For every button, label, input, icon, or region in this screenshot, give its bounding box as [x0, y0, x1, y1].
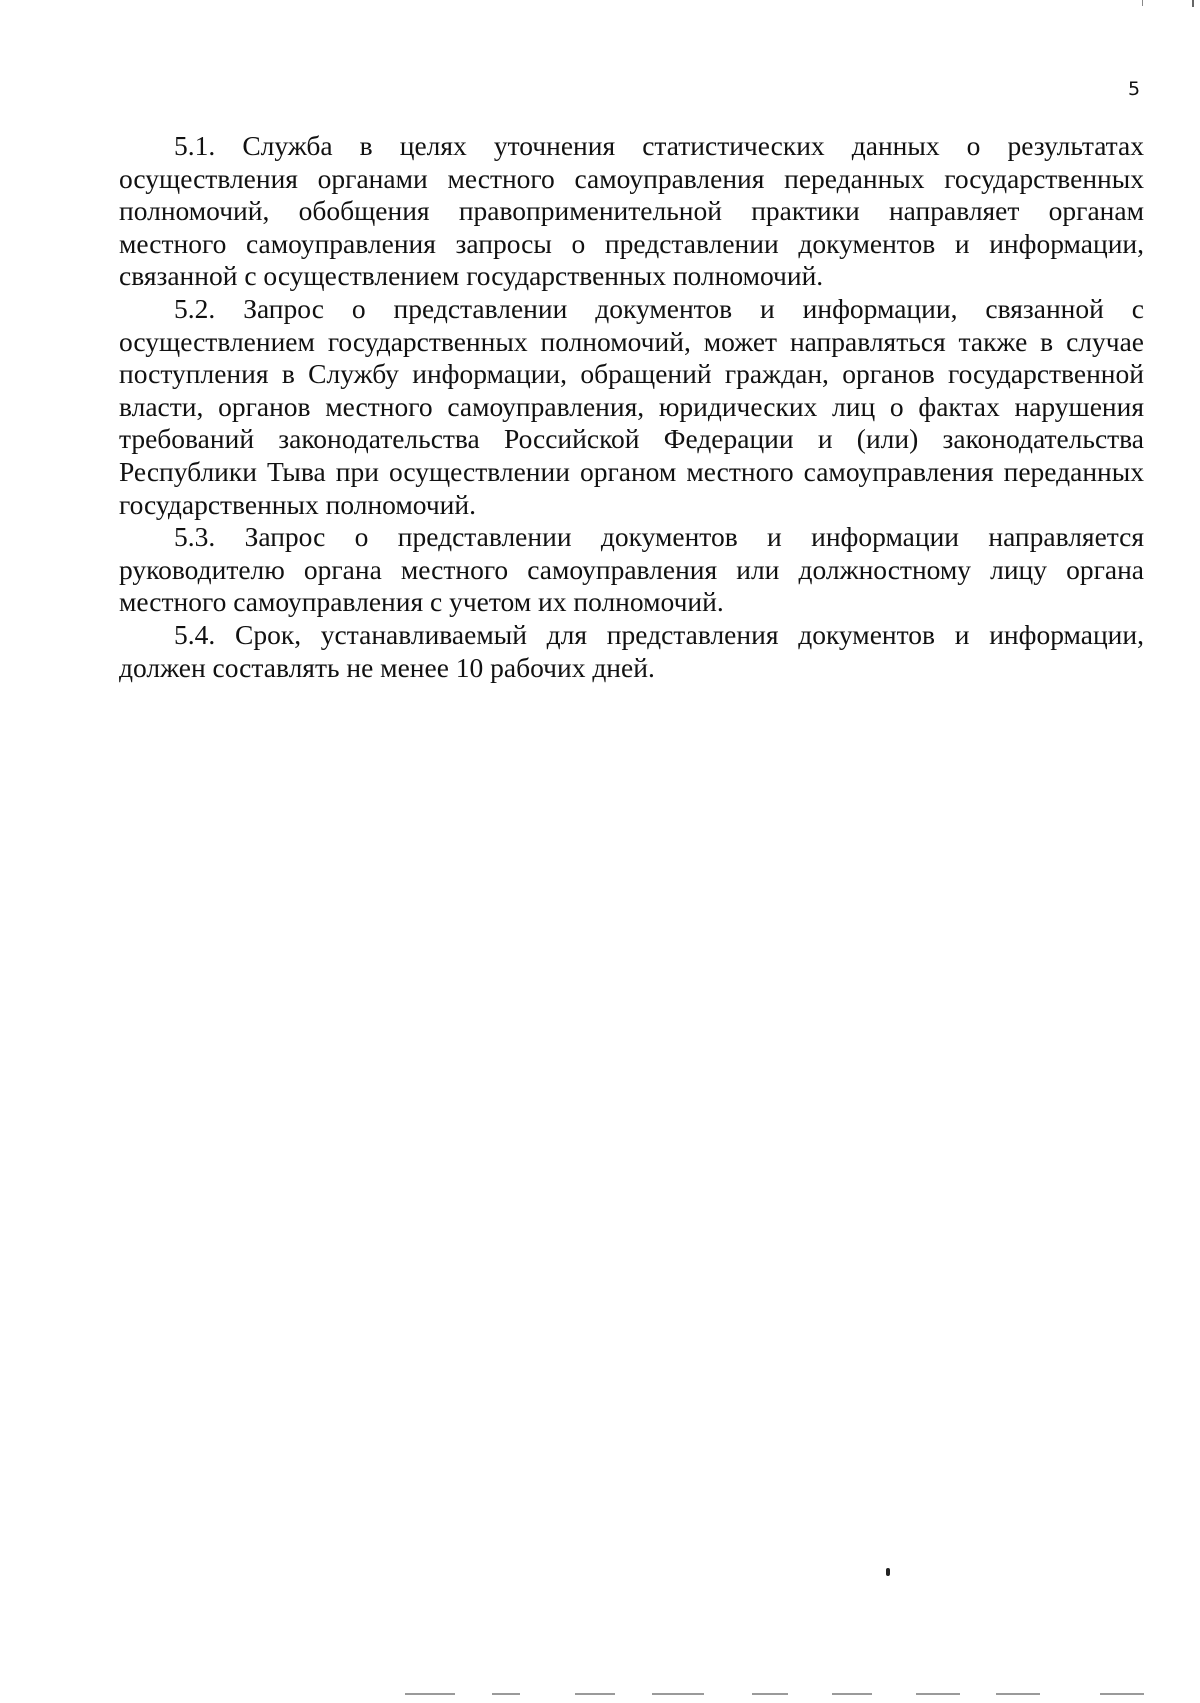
scan-footer-noise [1100, 1693, 1144, 1695]
scan-footer-noise [575, 1693, 615, 1695]
scan-footer-noise [916, 1693, 960, 1695]
scan-footer-noise [652, 1693, 704, 1695]
page-number: 5 [1128, 78, 1141, 100]
scan-edge-mark [1192, 0, 1194, 7]
paragraph-5-2: 5.2. Запрос о представлении документов и информации, связанной с осуществлением государственных полномочий, может направляться также в случае поступления в Службу информации, обращений граждан, органов государственной власти, органов местного самоуправления, юридических лиц о фактах нарушения требований законодательства Российской Федерации и (или) законодательства Республики Тыва при осуществлении органом местного самоуправления переданных государственных полномочий. [119, 292, 1144, 520]
paragraph-5-3: 5.3. Запрос о представлении документов и информации направляется руководителю органа местного самоуправления или должностному лицу органа местного самоуправления с учетом их полномочий. [119, 521, 1144, 618]
document-body [119, 130, 1144, 684]
scan-footer-noise [405, 1693, 455, 1695]
scan-footer-noise [832, 1693, 872, 1695]
paragraph-5-1: 5.1. Служба в целях уточнения статистических данных о результатах осуществления органами местного самоуправления переданных государственных полномочий, обобщения правоприменительной практики направляет органам местного самоуправления запросы о представлении документов и информации, связанной с осуществлением государственных полномочий. [119, 130, 1144, 292]
scan-edge-mark [1142, 0, 1143, 6]
paragraph-5-4: 5.4. Срок, устанавливаемый для представления документов и информации, должен составлять не менее 10 рабочих дней. [119, 618, 1144, 683]
scan-artifact-dot [886, 1568, 890, 1576]
scan-footer-noise [492, 1693, 520, 1695]
scan-footer-noise [752, 1693, 788, 1695]
scan-footer-noise [996, 1693, 1040, 1695]
